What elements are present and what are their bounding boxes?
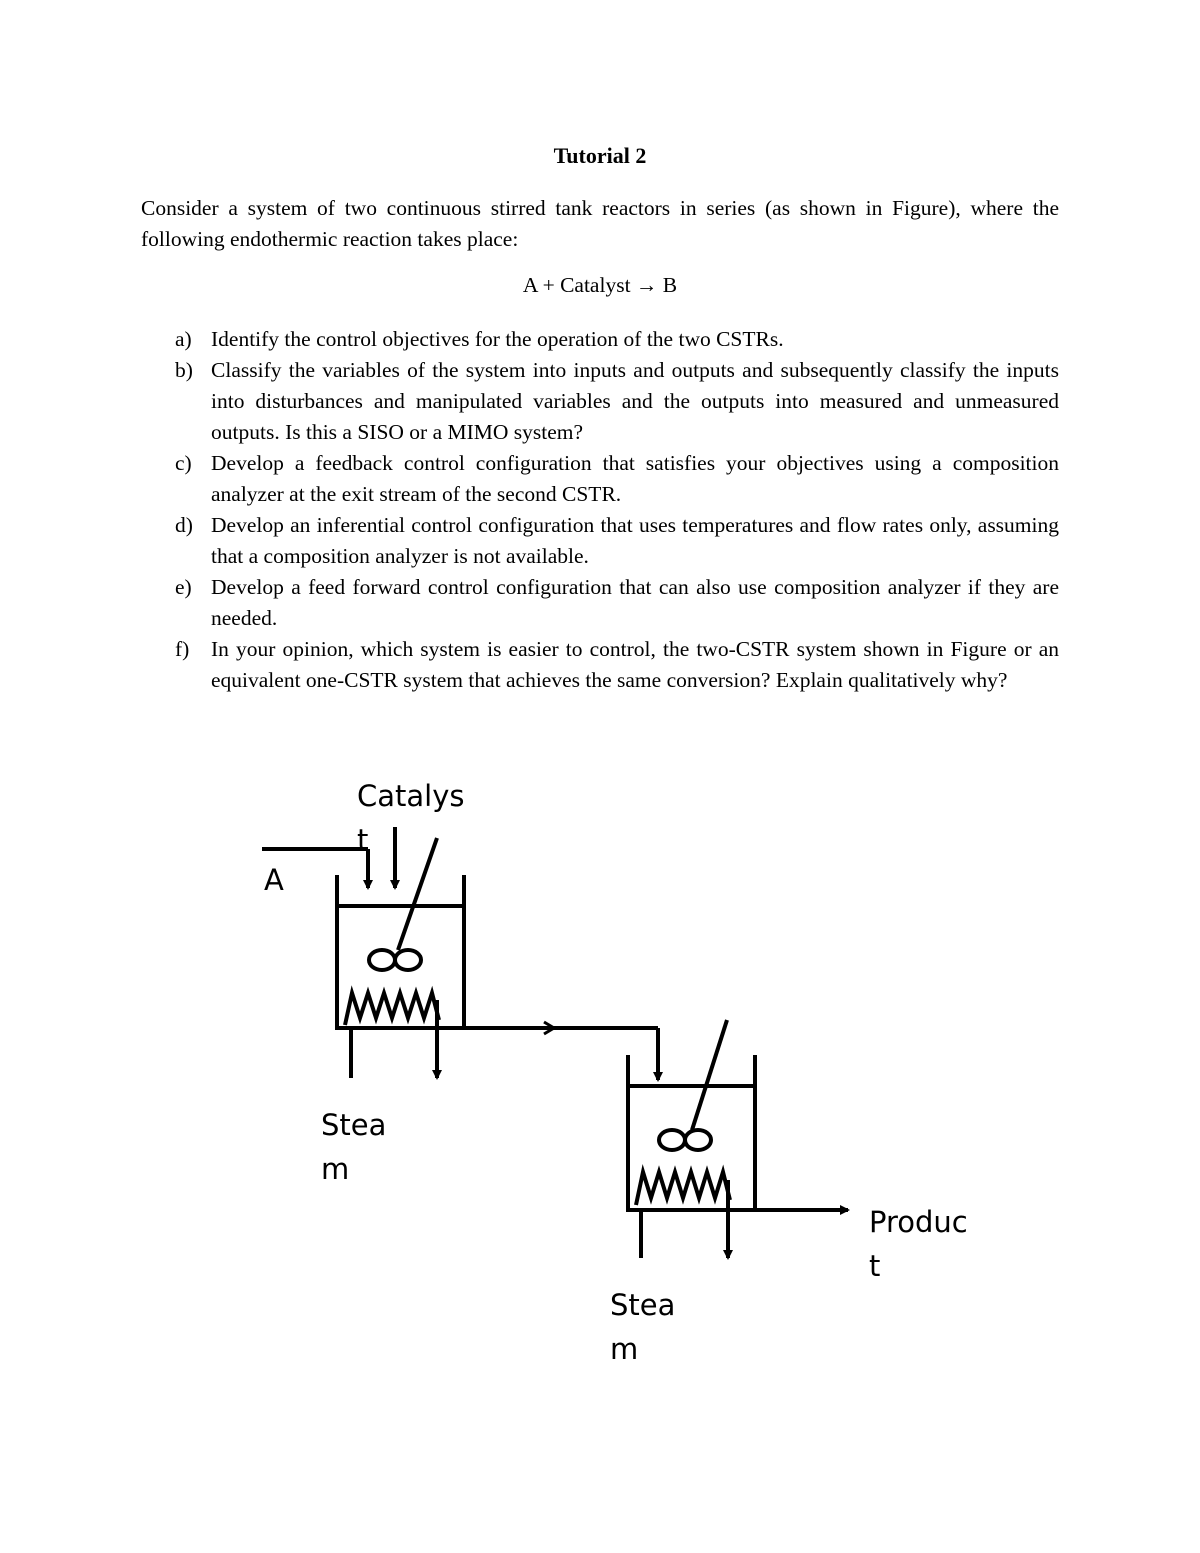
list-item <box>141 448 1059 510</box>
list-item <box>141 572 1059 634</box>
reactor-2-impeller-icon <box>659 1130 711 1150</box>
catalyst-label: Catalys t <box>357 779 465 857</box>
intro-paragraph: Consider a system of two continuous stirred tank reactors in series (as shown in Figure), where the following endothermic reaction takes place: <box>141 196 1059 251</box>
feed-a-label: A <box>264 863 284 897</box>
reactor-2 <box>628 1020 848 1258</box>
reactor-1-impeller-icon <box>369 950 421 970</box>
list-item <box>141 355 1059 448</box>
reactor-2-agitator-shaft <box>692 1020 727 1130</box>
question-list <box>141 324 1059 696</box>
question-text: In your opinion, which system is easier to control, the two-CSTR system shown in Figure or an equivalent one-CSTR system that achieves the same conversion? Explain qualitatively why? <box>211 637 1059 692</box>
list-item <box>141 634 1059 696</box>
list-item <box>141 510 1059 572</box>
question-text: Develop a feed forward control configuration that can also use composition analyzer if they are needed. <box>211 575 1059 630</box>
steam-label-1: Stea m <box>321 1108 387 1186</box>
question-label: f) <box>175 637 190 661</box>
question-label: d) <box>175 513 193 537</box>
steam-label-2: Stea m <box>610 1288 676 1366</box>
question-label: e) <box>175 575 192 599</box>
question-label: b) <box>175 358 193 382</box>
product-label: Produc t <box>869 1205 968 1283</box>
question-label: a) <box>175 327 192 351</box>
reaction-equation: A + Catalyst → B <box>522 273 678 297</box>
reactor-1-heating-coil-icon <box>345 993 439 1025</box>
reactor-2-heating-coil-icon <box>636 1172 730 1205</box>
page-title: Tutorial 2 <box>553 143 647 168</box>
question-label: c) <box>175 451 192 475</box>
list-item <box>141 324 1059 355</box>
question-text: Classify the variables of the system into inputs and outputs and subsequently classify the inputs into disturbances and manipulated variables and the outputs into measured and unmeasured outputs. Is this a SISO or a MIMO system? <box>211 358 1059 444</box>
reactor-1 <box>262 827 658 1080</box>
question-text: Develop an inferential control configuration that uses temperatures and flow rates only, assuming that a composition analyzer is not available. <box>211 513 1059 568</box>
question-text: Identify the control objectives for the operation of the two CSTRs. <box>211 327 784 351</box>
question-text: Develop a feedback control configuration that satisfies your objectives using a composition analyzer at the exit stream of the second CSTR. <box>211 451 1059 506</box>
transfer-arrow-icon <box>544 1022 554 1034</box>
